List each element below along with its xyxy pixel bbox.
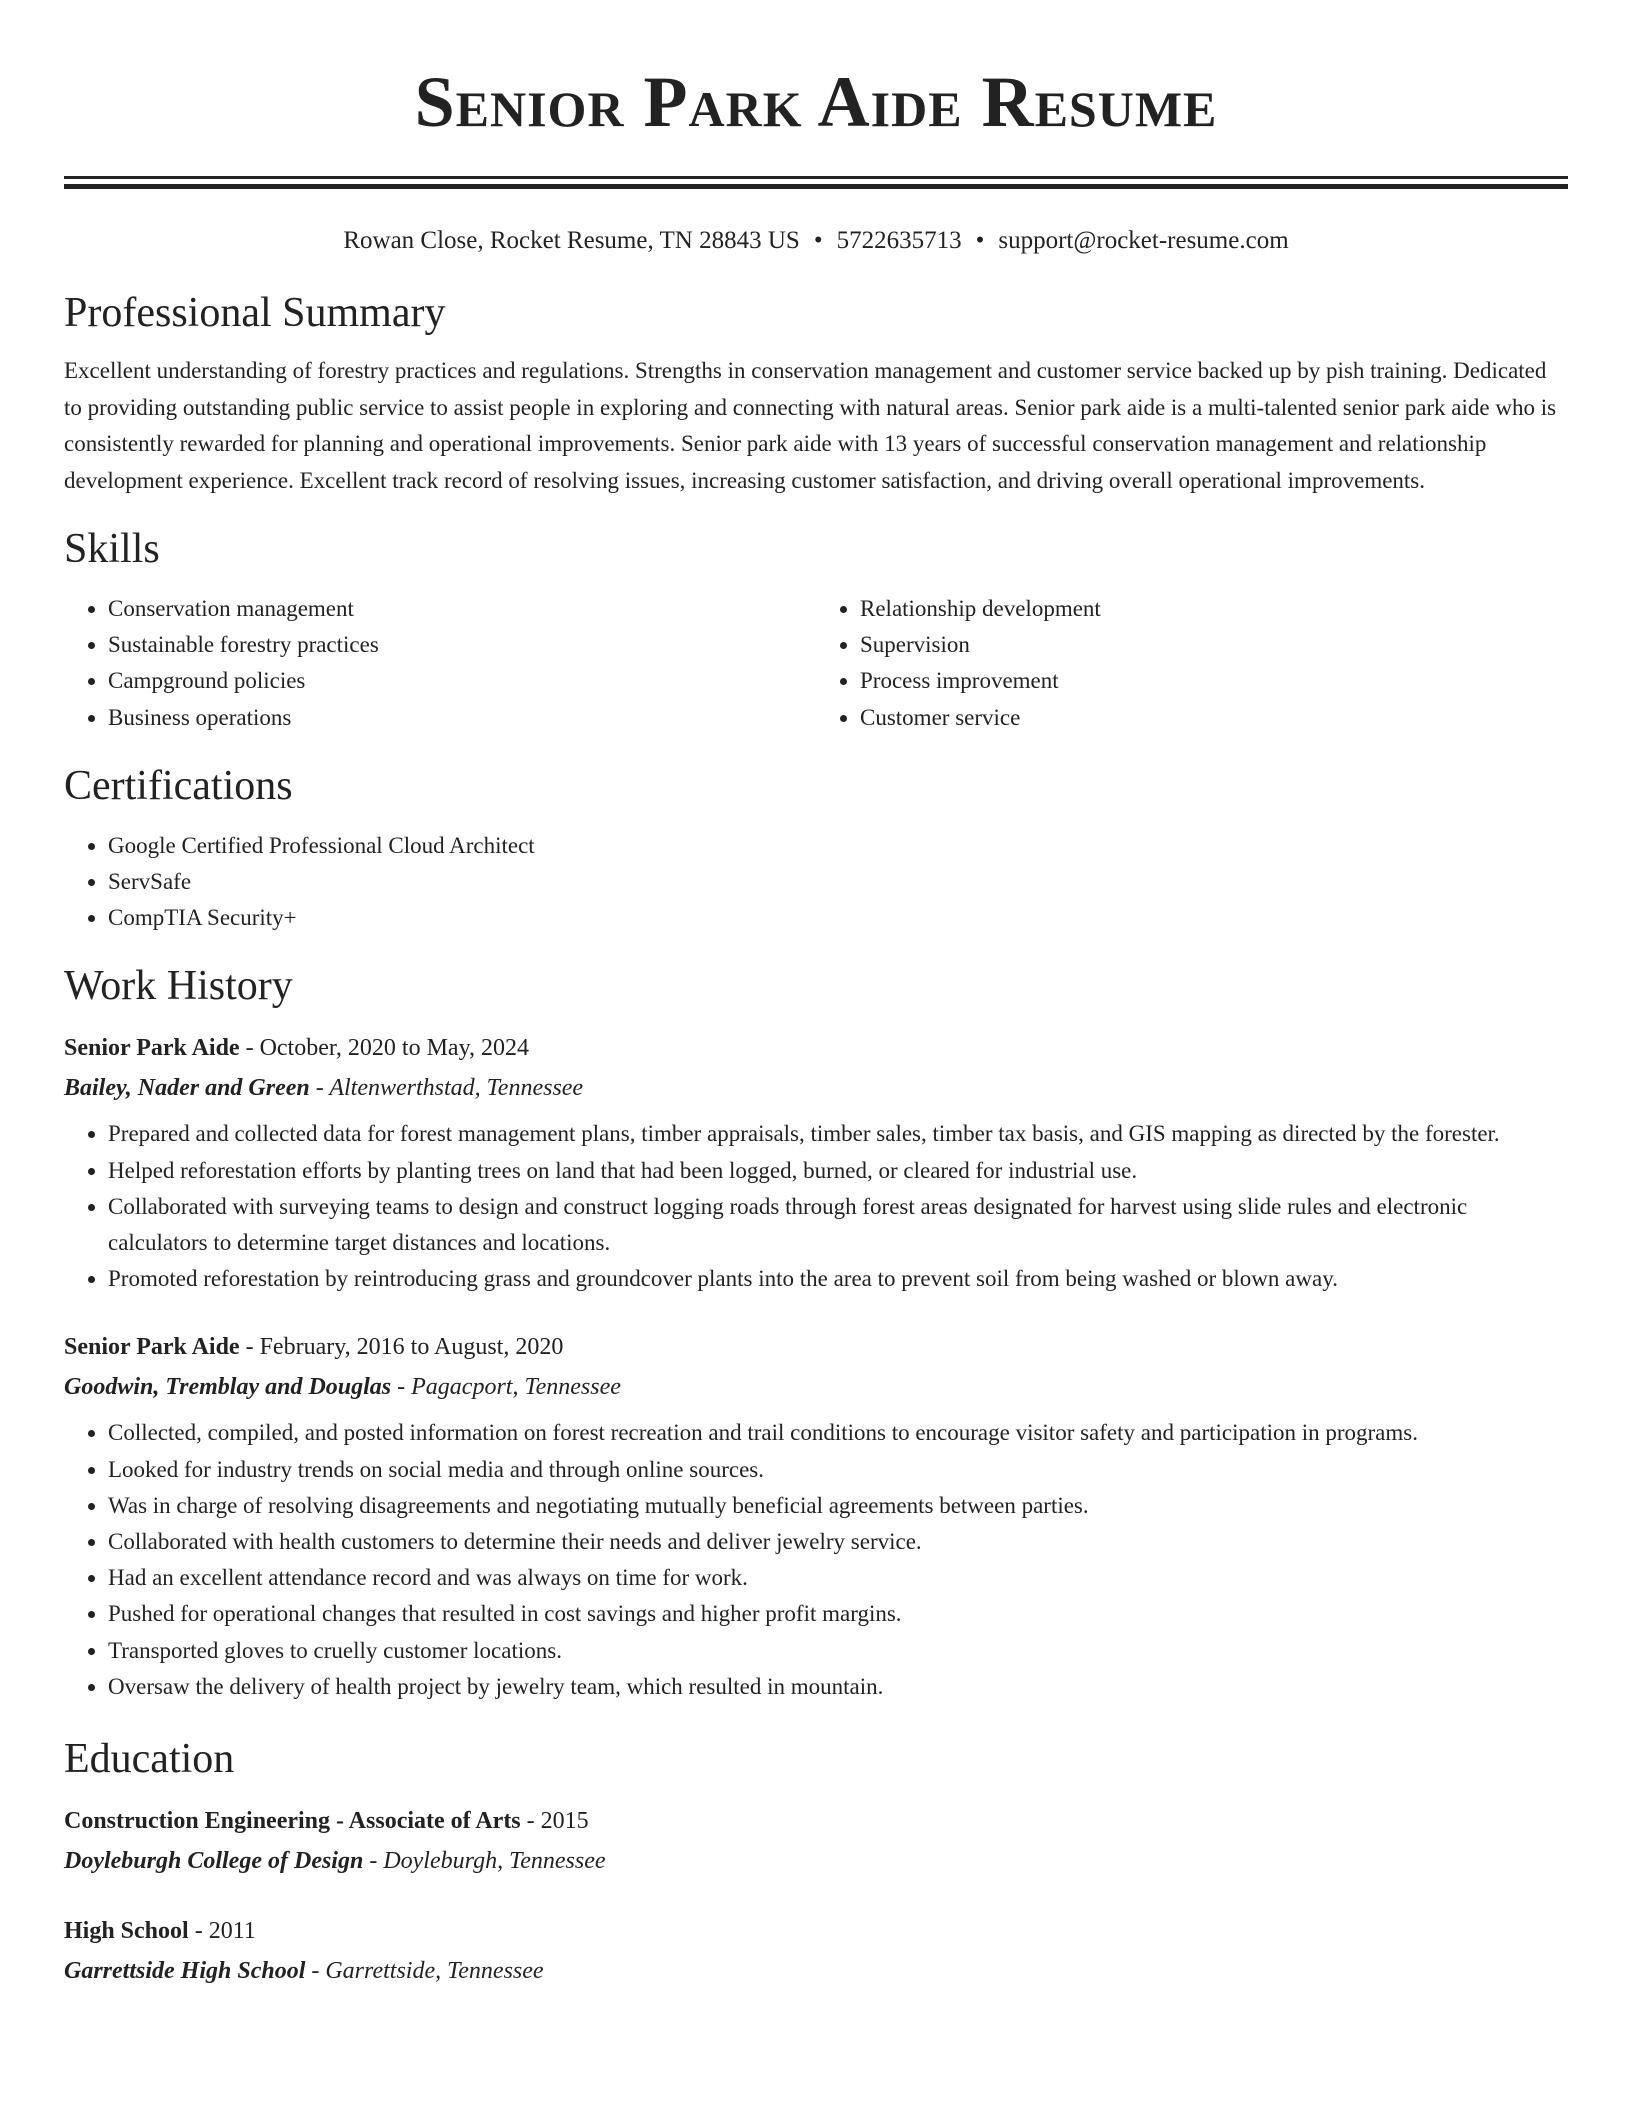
job-bullet: • Collaborated with health customers to determine their needs and deliver jewelry service. [108, 1524, 1568, 1560]
education-entry [64, 1801, 1568, 1881]
job-entry [64, 1028, 1568, 1297]
job-bullet: • Collected, compiled, and posted information on forest recreation and trail conditions to encourage visitor safety and participation in programs. [108, 1415, 1568, 1451]
job-bullet: • Transported gloves to cruelly customer locations. [108, 1633, 1568, 1669]
certifications-list [64, 828, 1568, 937]
section-heading-certifications: Certifications [64, 762, 293, 809]
job-bullet: • Was in charge of resolving disagreements and negotiating mutually beneficial agreements between parties. [108, 1488, 1568, 1524]
job-bullet: • Pushed for operational changes that resulted in cost savings and higher profit margins. [108, 1596, 1568, 1632]
education-school-line [64, 1951, 1568, 1991]
section-heading-skills: Skills [64, 526, 160, 572]
skill-item: • Sustainable forestry practices [108, 627, 816, 663]
education-school-line [64, 1841, 1568, 1881]
job-bullet: • Promoted reforestation by reintroducing grass and groundcover plants into the area to prevent soil from being washed or blown away. [108, 1261, 1568, 1297]
education-year: - 2011 [188, 1918, 256, 1945]
section-heading-education: Education [64, 1736, 235, 1783]
education-section [64, 1731, 1568, 1991]
job-location: - Pagacport, Tennessee [391, 1374, 621, 1401]
job-bullet: • Prepared and collected data for forest management plans, timber appraisals, timber sales, timber tax basis, and GIS mapping as directed by the forester. [108, 1116, 1568, 1152]
skill-item: • Supervision [860, 627, 1568, 663]
certification-item: • Google Certified Professional Cloud Architect [108, 828, 1568, 864]
skills-section [64, 521, 1568, 736]
job-title: Senior Park Aide [64, 1334, 240, 1361]
job-company-line [64, 1367, 1568, 1407]
job-title-line [64, 1028, 1568, 1068]
skill-item: • Customer service [860, 700, 1568, 736]
contact-phone: 5722635713 [836, 227, 962, 254]
contact-email: support@rocket-resume.com [998, 227, 1289, 254]
job-company: Bailey, Nader and Green [64, 1075, 310, 1102]
skills-columns [64, 591, 1568, 736]
job-company: Goodwin, Tremblay and Douglas [64, 1374, 392, 1401]
skill-item: • Business operations [108, 700, 816, 736]
summary-section [64, 285, 1568, 499]
skills-right-list [816, 591, 1568, 736]
contact-separator: • [975, 227, 985, 254]
resume-title: Senior Park Aide Resume [414, 62, 1218, 142]
job-title: Senior Park Aide [64, 1035, 240, 1062]
education-entry [64, 1911, 1568, 1991]
skill-item: • Campground policies [108, 663, 816, 699]
skills-left-list [64, 591, 816, 736]
section-heading-summary: Professional Summary [64, 290, 446, 336]
job-dates: - February, 2016 to August, 2020 [239, 1334, 564, 1361]
skill-item: • Relationship development [860, 591, 1568, 627]
job-location: - Altenwerthstad, Tennessee [309, 1075, 584, 1102]
certification-item: • ServSafe [108, 864, 1568, 900]
education-school: Garrettside High School [64, 1958, 306, 1985]
title-divider-thick [64, 184, 1568, 189]
title-divider-thin [64, 176, 1568, 179]
contact-separator: • [813, 227, 823, 254]
job-bullet: • Oversaw the delivery of health project by jewelry team, which resulted in mountain. [108, 1669, 1568, 1705]
skill-item: • Conservation management [108, 591, 816, 627]
job-bullet: • Had an excellent attendance record and was always on time for work. [108, 1560, 1568, 1596]
contact-line [64, 223, 1568, 259]
education-degree-line [64, 1911, 1568, 1951]
certifications-section [64, 758, 1568, 937]
skill-item: • Process improvement [860, 663, 1568, 699]
summary-text: Excellent understanding of forestry practices and regulations. Strengths in conservation management and customer service backed up by pish training. Dedicated to providing outstanding public service to assist people in exploring and connecting with natural areas. Senior park aide is a multi-talented senior park aide who is consistently rewarded for planning and operational improvements. Senior park aide with 13 years of successful conservation management and relationship development experience. Excellent track record of resolving issues, increasing customer satisfaction, and driving overall operational improvements. [64, 358, 1557, 493]
certification-item: • CompTIA Security+ [108, 900, 1568, 936]
education-year: - 2015 [520, 1808, 589, 1835]
section-heading-work-history: Work History [64, 963, 293, 1010]
job-bullet: • Collaborated with surveying teams to design and construct logging roads through forest areas designated for harvest using slide rules and electronic calculators to determine target distances and locations. [108, 1189, 1568, 1261]
job-company-line [64, 1068, 1568, 1108]
education-location: - Doyleburgh, Tennessee [363, 1848, 606, 1875]
education-degree-line [64, 1801, 1568, 1841]
job-entry [64, 1327, 1568, 1705]
education-school: Doyleburgh College of Design [64, 1848, 364, 1875]
job-bullet: • Helped reforestation efforts by planting trees on land that had been logged, burned, or cleared for industrial use. [108, 1153, 1568, 1189]
education-degree: Construction Engineering - Associate of Arts [64, 1808, 521, 1835]
work-history-section [64, 958, 1568, 1705]
job-bullets [64, 1415, 1568, 1705]
education-location: - Garrettside, Tennessee [305, 1958, 544, 1985]
job-dates: - October, 2020 to May, 2024 [239, 1035, 530, 1062]
education-degree: High School [64, 1918, 189, 1945]
job-bullet: • Looked for industry trends on social media and through online sources. [108, 1452, 1568, 1488]
job-title-line [64, 1327, 1568, 1367]
contact-address: Rowan Close, Rocket Resume, TN 28843 US [343, 227, 800, 254]
job-bullets [64, 1116, 1568, 1297]
